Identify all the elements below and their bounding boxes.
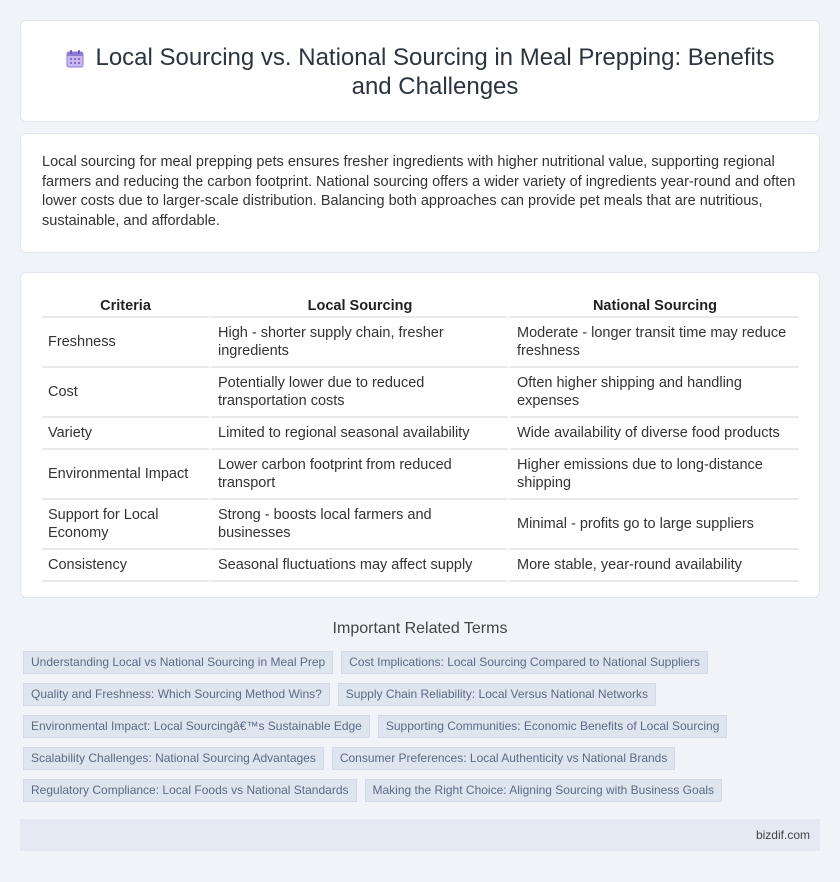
page-title: Local Sourcing vs. National Sourcing in Meal Prepping: Benefits and Challenges (95, 44, 775, 100)
table-cell: Strong - boosts local farmers and businesses (209, 500, 508, 550)
footer (20, 819, 820, 851)
table-cell: High - shorter supply chain, fresher ingredients (209, 318, 508, 368)
table-cell: Freshness (42, 318, 209, 368)
related-term-tag[interactable]: Environmental Impact: Local Sourcingâ€™s Sustainable Edge (23, 715, 370, 738)
related-term-tag[interactable]: Quality and Freshness: Which Sourcing Method Wins? (23, 683, 330, 706)
footer-brand[interactable]: bizdif.com (755, 828, 810, 842)
table-row (42, 550, 799, 582)
header-criteria: Criteria (42, 296, 209, 318)
comparison-table (42, 296, 799, 582)
related-term-tag[interactable]: Consumer Preferences: Local Authenticity vs National Brands (332, 747, 676, 770)
header-card (20, 20, 820, 122)
table-cell: Often higher shipping and handling expenses (508, 368, 799, 418)
table-cell: More stable, year-round availability (508, 550, 799, 582)
table-row (42, 450, 799, 500)
table-cell: Variety (42, 418, 209, 450)
table-cell: Cost (42, 368, 209, 418)
table-row (42, 318, 799, 368)
table-row (42, 418, 799, 450)
table-row (42, 368, 799, 418)
table-cell: Lower carbon footprint from reduced transport (209, 450, 508, 500)
table-cell: Environmental Impact (42, 450, 209, 500)
related-term-tag[interactable]: Regulatory Compliance: Local Foods vs National Standards (23, 779, 357, 802)
table-cell: Minimal - profits go to large suppliers (508, 500, 799, 550)
table-cell: Higher emissions due to long-distance shipping (508, 450, 799, 500)
table-row (42, 500, 799, 550)
related-terms-title: Important Related Terms (332, 620, 508, 637)
table-cell: Support for Local Economy (42, 500, 209, 550)
header-local: Local Sourcing (209, 296, 508, 318)
table-cell: Consistency (42, 550, 209, 582)
table-cell: Wide availability of diverse food products (508, 418, 799, 450)
related-term-tag[interactable]: Supply Chain Reliability: Local Versus National Networks (338, 683, 656, 706)
related-term-tag[interactable]: Supporting Communities: Economic Benefits of Local Sourcing (378, 715, 728, 738)
related-term-tag[interactable]: Understanding Local vs National Sourcing in Meal Prep (23, 651, 333, 674)
header-national: National Sourcing (508, 296, 799, 318)
table-cell: Potentially lower due to reduced transportation costs (209, 368, 508, 418)
comparison-card (20, 272, 820, 598)
table-header-row (42, 296, 799, 318)
related-terms-list (23, 651, 823, 811)
related-term-tag[interactable]: Scalability Challenges: National Sourcing Advantages (23, 747, 324, 770)
related-term-tag[interactable]: Cost Implications: Local Sourcing Compared to National Suppliers (341, 651, 708, 674)
summary-text: Local sourcing for meal prepping pets ensures fresher ingredients with higher nutritional value, supporting regional farmers and reducing the carbon footprint. National sourcing offers a wider variety of ingredients year-round and often lower costs due to larger-scale distribution. Balancing both approaches can provide pet meals that are nutritious, sustainable, and affordable. (42, 154, 796, 229)
table-cell: Seasonal fluctuations may affect supply (209, 550, 508, 582)
summary-card (20, 133, 820, 253)
table-cell: Limited to regional seasonal availability (209, 418, 508, 450)
table-cell: Moderate - longer transit time may reduce freshness (508, 318, 799, 368)
related-term-tag[interactable]: Making the Right Choice: Aligning Sourcing with Business Goals (365, 779, 723, 802)
